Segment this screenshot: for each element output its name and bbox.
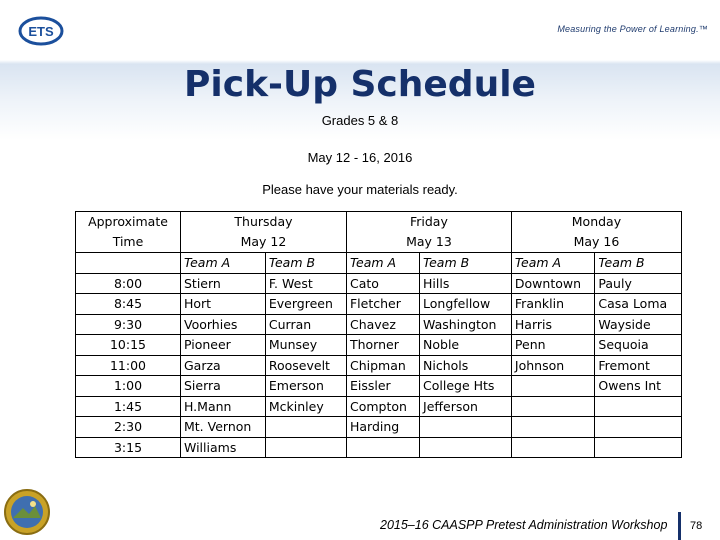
school-cell: Voorhies bbox=[181, 314, 266, 335]
school-cell bbox=[511, 396, 595, 417]
time-cell: 2:30 bbox=[76, 417, 181, 438]
time-cell: 9:30 bbox=[76, 314, 181, 335]
school-cell bbox=[265, 437, 346, 458]
school-cell: Williams bbox=[181, 437, 266, 458]
day-name: Friday bbox=[409, 214, 448, 229]
school-cell: Fremont bbox=[595, 355, 682, 376]
school-cell: Harding bbox=[346, 417, 419, 438]
time-cell: 11:00 bbox=[76, 355, 181, 376]
school-cell: Owens Int bbox=[595, 376, 682, 397]
school-cell: Sierra bbox=[181, 376, 266, 397]
school-cell bbox=[511, 376, 595, 397]
footer-text: 2015–16 CAASPP Pretest Administration Workshop bbox=[380, 518, 668, 532]
school-cell: Sequoia bbox=[595, 335, 682, 356]
table-row bbox=[76, 335, 682, 356]
time-cell: 8:00 bbox=[76, 273, 181, 294]
school-cell: Wayside bbox=[595, 314, 682, 335]
grades-subtitle: Grades 5 & 8 bbox=[321, 113, 399, 128]
school-cell: Casa Loma bbox=[595, 294, 682, 315]
school-cell bbox=[420, 417, 512, 438]
school-cell: Downtown bbox=[511, 273, 595, 294]
materials-note: Please have your materials ready. bbox=[262, 182, 458, 197]
school-cell bbox=[346, 437, 419, 458]
school-cell bbox=[265, 417, 346, 438]
page-number: 78 bbox=[690, 520, 703, 532]
day-name: Monday bbox=[571, 214, 622, 229]
time-cell: 1:00 bbox=[76, 376, 181, 397]
california-seal-icon bbox=[3, 488, 51, 536]
school-cell: Hort bbox=[181, 294, 266, 315]
page-title: Pick-Up Schedule bbox=[184, 64, 536, 105]
team-label: Team A bbox=[346, 253, 419, 274]
day-header-monday bbox=[511, 212, 681, 253]
date-range: May 12 - 16, 2016 bbox=[307, 150, 413, 165]
school-cell: Roosevelt bbox=[265, 355, 346, 376]
school-cell bbox=[511, 437, 595, 458]
team-label: Team B bbox=[595, 253, 682, 274]
time-cell: 8:45 bbox=[76, 294, 181, 315]
school-cell: Eissler bbox=[346, 376, 419, 397]
school-cell: Pioneer bbox=[181, 335, 266, 356]
time-column-header bbox=[76, 212, 181, 253]
school-cell: Thorner bbox=[346, 335, 419, 356]
time-cell: 1:45 bbox=[76, 396, 181, 417]
school-cell: Cato bbox=[346, 273, 419, 294]
school-cell: Curran bbox=[265, 314, 346, 335]
school-cell: Mckinley bbox=[265, 396, 346, 417]
logo-text: ETS bbox=[28, 24, 54, 39]
time-cell: 3:15 bbox=[76, 437, 181, 458]
school-cell: Hills bbox=[420, 273, 512, 294]
table-row bbox=[76, 294, 682, 315]
team-label-time-cell bbox=[76, 253, 181, 274]
school-cell: Pauly bbox=[595, 273, 682, 294]
table-row bbox=[76, 396, 682, 417]
school-cell: Fletcher bbox=[346, 294, 419, 315]
table-row bbox=[76, 437, 682, 458]
team-label: Team A bbox=[511, 253, 595, 274]
school-cell: H.Mann bbox=[181, 396, 266, 417]
table-row bbox=[76, 314, 682, 335]
ets-logo bbox=[18, 16, 64, 46]
team-label: Team A bbox=[181, 253, 266, 274]
school-cell bbox=[420, 437, 512, 458]
school-cell: Mt. Vernon bbox=[181, 417, 266, 438]
school-cell: Penn bbox=[511, 335, 595, 356]
table-row bbox=[76, 376, 682, 397]
school-cell: Longfellow bbox=[420, 294, 512, 315]
time-header-line-1: Approximate bbox=[88, 214, 168, 229]
team-label: Team B bbox=[265, 253, 346, 274]
school-cell: Emerson bbox=[265, 376, 346, 397]
school-cell bbox=[595, 396, 682, 417]
school-cell: Evergreen bbox=[265, 294, 346, 315]
school-cell: Chavez bbox=[346, 314, 419, 335]
school-cell: Washington bbox=[420, 314, 512, 335]
school-cell bbox=[595, 417, 682, 438]
school-cell: Harris bbox=[511, 314, 595, 335]
day-date: May 13 bbox=[406, 234, 452, 249]
school-cell: Chipman bbox=[346, 355, 419, 376]
school-cell: Compton bbox=[346, 396, 419, 417]
school-cell: Jefferson bbox=[420, 396, 512, 417]
school-cell: F. West bbox=[265, 273, 346, 294]
school-cell: Garza bbox=[181, 355, 266, 376]
day-header-friday bbox=[346, 212, 511, 253]
day-date: May 16 bbox=[573, 234, 620, 249]
time-header-line-2: Time bbox=[112, 234, 144, 249]
school-cell: Munsey bbox=[265, 335, 346, 356]
school-cell: Johnson bbox=[511, 355, 595, 376]
school-cell: Nichols bbox=[420, 355, 512, 376]
day-name: Thursday bbox=[234, 214, 293, 229]
school-cell: College Hts bbox=[420, 376, 512, 397]
pickup-schedule-table bbox=[75, 211, 682, 458]
table-row bbox=[76, 273, 682, 294]
tagline: Measuring the Power of Learning.™ bbox=[557, 24, 708, 34]
time-cell: 10:15 bbox=[76, 335, 181, 356]
table-row bbox=[76, 355, 682, 376]
school-cell bbox=[595, 437, 682, 458]
school-cell: Franklin bbox=[511, 294, 595, 315]
footer-divider bbox=[678, 512, 681, 540]
team-label-row bbox=[76, 253, 682, 274]
table-row bbox=[76, 417, 682, 438]
team-label: Team B bbox=[420, 253, 512, 274]
day-header-thursday bbox=[181, 212, 347, 253]
school-cell: Noble bbox=[420, 335, 512, 356]
school-cell: Stiern bbox=[181, 273, 266, 294]
school-cell bbox=[511, 417, 595, 438]
day-date: May 12 bbox=[240, 234, 287, 249]
